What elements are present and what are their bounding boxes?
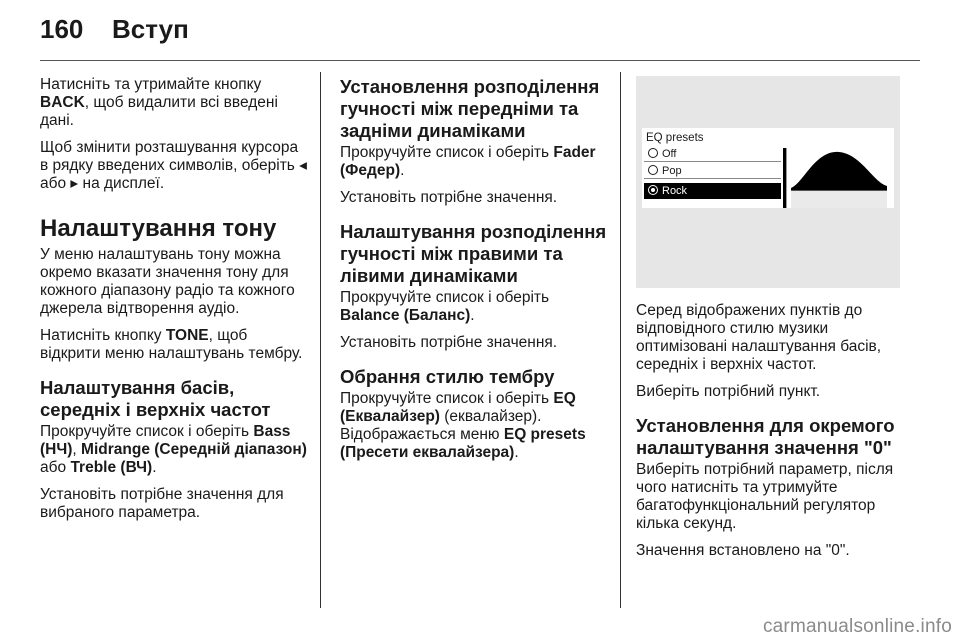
eq-curve-graph bbox=[783, 148, 893, 208]
page-number: 160 bbox=[40, 14, 84, 44]
page-header bbox=[40, 14, 189, 54]
column-divider-2 bbox=[620, 72, 621, 608]
eq-presets-figure bbox=[636, 76, 900, 288]
eq-option-rock[interactable]: Rock bbox=[644, 183, 781, 199]
heading-fader: Установлення розподілення гучності між передніми та задніми динаміками bbox=[340, 76, 600, 141]
page-title: Вступ bbox=[112, 14, 189, 44]
watermark-text: carmanualsonline.info bbox=[762, 616, 952, 637]
paragraph-balance-set: Установіть потрібне значення. bbox=[340, 334, 558, 351]
eq-option-off[interactable]: Off bbox=[644, 146, 781, 162]
paragraph-bass-set: Установіть потрібне значення для вибраного параметра. bbox=[40, 486, 284, 521]
header-divider bbox=[40, 60, 920, 61]
column-2 bbox=[340, 76, 608, 471]
paragraph-tone-intro: У меню налаштувань тону можна окремо вказати значення тону для кожного діапазону радіо та кожного джерела відтворення аудіо. bbox=[40, 246, 295, 317]
paragraph-zero-done: Значення встановлено на "0". bbox=[636, 542, 850, 559]
heading-style: Обрання стилю тембру bbox=[340, 366, 555, 387]
paragraph-back: Натисніть та утримайте кнопку BACK, щоб видалити всі введені дані. bbox=[40, 76, 278, 129]
column-3 bbox=[636, 76, 904, 569]
eq-presets-screen bbox=[642, 128, 894, 208]
radio-selected-icon bbox=[648, 185, 658, 195]
heading-zero: Установлення для окремого налаштування значення "0" bbox=[636, 415, 895, 458]
paragraph-tone-button: Натисніть кнопку TONE, щоб відкрити меню налаштувань тембру. bbox=[40, 327, 303, 362]
paragraph-fader: Прокручуйте список і оберіть Fader (Федер). bbox=[340, 144, 596, 179]
heading-bass: Налаштування басів, середніх і верхніх частот bbox=[40, 377, 271, 420]
paragraph-zero: Виберіть потрібний параметр, після чого натисніть та утримуйте багатофункціональний регулятор кілька секунд. bbox=[636, 461, 894, 532]
column-divider-1 bbox=[320, 72, 321, 608]
paragraph-choose: Виберіть потрібний пункт. bbox=[636, 383, 821, 400]
paragraph-style: Прокручуйте список і оберіть EQ (Еквалайзер) (еквалайзер). Відображається меню EQ presets (Пресети еквалайзера). bbox=[340, 390, 586, 461]
paragraph-bass: Прокручуйте список і оберіть Bass (НЧ), Midrange (Середній діапазон) або Treble (ВЧ). bbox=[40, 423, 307, 476]
eq-presets-title: EQ presets bbox=[646, 132, 704, 144]
heading-tone: Налаштування тону bbox=[40, 215, 277, 242]
eq-option-pop[interactable]: Pop bbox=[644, 163, 781, 179]
radio-icon bbox=[648, 165, 658, 175]
paragraph-presets: Серед відображених пунктів до відповідного стилю музики оптимізовані налаштування басів, середніх і верхніх частот. bbox=[636, 302, 882, 373]
paragraph-fader-set: Установіть потрібне значення. bbox=[340, 189, 558, 206]
radio-icon bbox=[648, 148, 658, 158]
paragraph-cursor: Щоб змінити розташування курсора в рядку введених символів, оберіть ◂ або ▸ на дисплеї. bbox=[40, 139, 307, 192]
heading-balance: Налаштування розподілення гучності між правими та лівими динаміками bbox=[340, 221, 607, 286]
paragraph-balance: Прокручуйте список і оберіть Balance (Баланс). bbox=[340, 289, 550, 324]
column-1 bbox=[40, 76, 308, 531]
